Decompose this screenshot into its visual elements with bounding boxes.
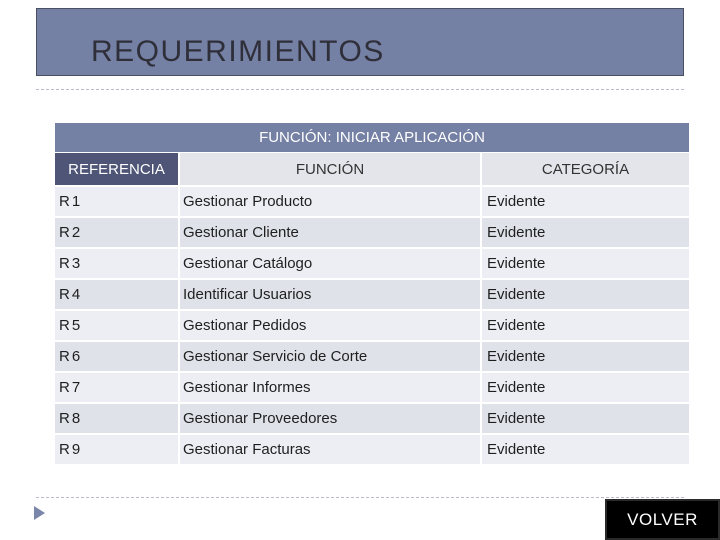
column-header-row (55, 153, 689, 185)
cell-function: Identificar Usuarios (180, 280, 480, 309)
cell-category: Evidente (482, 249, 689, 278)
table-row (55, 342, 689, 371)
cell-function: Gestionar Proveedores (180, 404, 480, 433)
cell-function: Gestionar Servicio de Corte (180, 342, 480, 371)
table-row (55, 373, 689, 402)
bottom-divider (36, 497, 684, 498)
cell-reference: R8 (55, 404, 178, 433)
table-row (55, 218, 689, 247)
cell-function: Gestionar Cliente (180, 218, 480, 247)
table-row (55, 404, 689, 433)
column-header-reference: REFERENCIA (55, 153, 178, 185)
requirements-table (55, 123, 689, 464)
cell-function: Gestionar Producto (180, 187, 480, 216)
table-row (55, 311, 689, 340)
cell-function: Gestionar Catálogo (180, 249, 480, 278)
table-row (55, 249, 689, 278)
cell-category: Evidente (482, 435, 689, 464)
cell-reference: R9 (55, 435, 178, 464)
cell-category: Evidente (482, 342, 689, 371)
slide-title: REQUERIMIENTOS (91, 35, 385, 68)
title-bar (36, 8, 684, 76)
top-divider (36, 89, 684, 90)
cell-category: Evidente (482, 280, 689, 309)
cell-function: Gestionar Pedidos (180, 311, 480, 340)
cell-category: Evidente (482, 373, 689, 402)
cell-category: Evidente (482, 218, 689, 247)
cell-reference: R6 (55, 342, 178, 371)
column-header-category: CATEGORÍA (482, 153, 689, 185)
cell-category: Evidente (482, 404, 689, 433)
cell-reference: R1 (55, 187, 178, 216)
cell-category: Evidente (482, 311, 689, 340)
table-row (55, 280, 689, 309)
cell-function: Gestionar Facturas (180, 435, 480, 464)
cell-function: Gestionar Informes (180, 373, 480, 402)
cell-reference: R7 (55, 373, 178, 402)
cell-reference: R5 (55, 311, 178, 340)
cell-category: Evidente (482, 187, 689, 216)
table-row (55, 435, 689, 464)
column-header-function: FUNCIÓN (180, 153, 480, 185)
play-arrow-icon (34, 506, 45, 520)
volver-button[interactable]: VOLVER (605, 499, 720, 540)
cell-reference: R3 (55, 249, 178, 278)
table-row (55, 187, 689, 216)
cell-reference: R2 (55, 218, 178, 247)
table-caption: FUNCIÓN: INICIAR APLICACIÓN (55, 123, 689, 152)
cell-reference: R4 (55, 280, 178, 309)
